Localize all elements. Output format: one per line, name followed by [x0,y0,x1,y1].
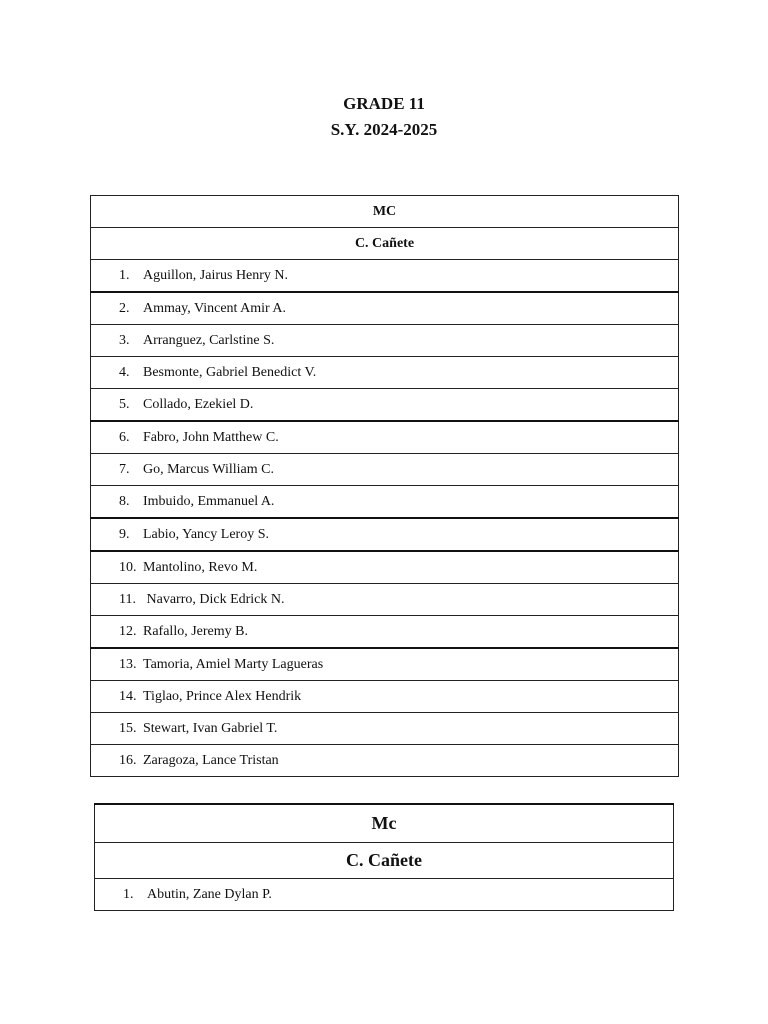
table-row [91,713,679,745]
student-name: Labio, Yancy Leroy S. [143,526,269,542]
student-number: 12. [119,623,137,639]
table-row [91,454,679,486]
student-name: Stewart, Ivan Gabriel T. [143,720,278,736]
student-name: Ammay, Vincent Amir A. [143,300,287,316]
second-roster-table [94,803,674,911]
table-row [91,681,679,713]
student-name: Navarro, Dick Edrick N. [143,591,285,607]
table-row [91,389,679,422]
document-title: GRADE 11 [343,94,425,113]
student-number: 8. [119,493,130,509]
table-row [91,584,679,616]
student-name: Rafallo, Jeremy B. [143,623,248,639]
student-name: Go, Marcus William C. [143,461,274,477]
student-name: Tamoria, Amiel Marty Lagueras [143,656,324,672]
student-name: Abutin, Zane Dylan P. [147,886,272,902]
student-number: 14. [119,688,137,704]
table-row [91,421,679,454]
student-number: 11. [119,591,136,607]
student-number: 5. [119,396,130,412]
table-row [91,486,679,519]
student-name: Mantolino, Revo M. [143,559,258,575]
student-number: 16. [119,752,137,768]
student-number: 1. [123,886,134,902]
table-row [95,879,674,911]
section-row [91,196,679,228]
adviser-row [95,843,674,879]
student-number: 15. [119,720,137,736]
table-row [91,616,679,649]
section-name: MC [91,196,679,228]
class-roster-table [90,195,679,777]
section-name: Mc [95,804,674,843]
student-number: 3. [119,332,130,348]
table-row [91,648,679,681]
student-number: 9. [119,526,130,542]
school-year: S.Y. 2024-2025 [330,120,438,139]
section-row [95,804,674,843]
student-name: Fabro, John Matthew C. [143,429,279,445]
table-row [91,745,679,777]
table-row [91,551,679,584]
student-name: Collado, Ezekiel D. [143,396,254,412]
table-row [91,518,679,551]
student-name: Besmonte, Gabriel Benedict V. [143,364,317,380]
adviser-row [91,228,679,260]
table-row [91,325,679,357]
table-row [91,357,679,389]
table-row [91,292,679,325]
student-number: 10. [119,559,137,575]
student-number: 1. [119,267,130,283]
student-number: 2. [119,300,130,316]
student-number: 6. [119,429,130,445]
student-name: Arranguez, Carlstine S. [143,332,275,348]
student-name: Tiglao, Prince Alex Hendrik [143,688,302,704]
table-row [91,260,679,293]
student-name: Aguillon, Jairus Henry N. [143,267,289,283]
adviser-name: C. Cañete [91,228,679,260]
student-number: 4. [119,364,130,380]
student-number: 13. [119,656,137,672]
student-number: 7. [119,461,130,477]
student-name: Zaragoza, Lance Tristan [143,752,279,768]
adviser-name: C. Cañete [95,843,674,879]
student-name: Imbuido, Emmanuel A. [143,493,275,509]
